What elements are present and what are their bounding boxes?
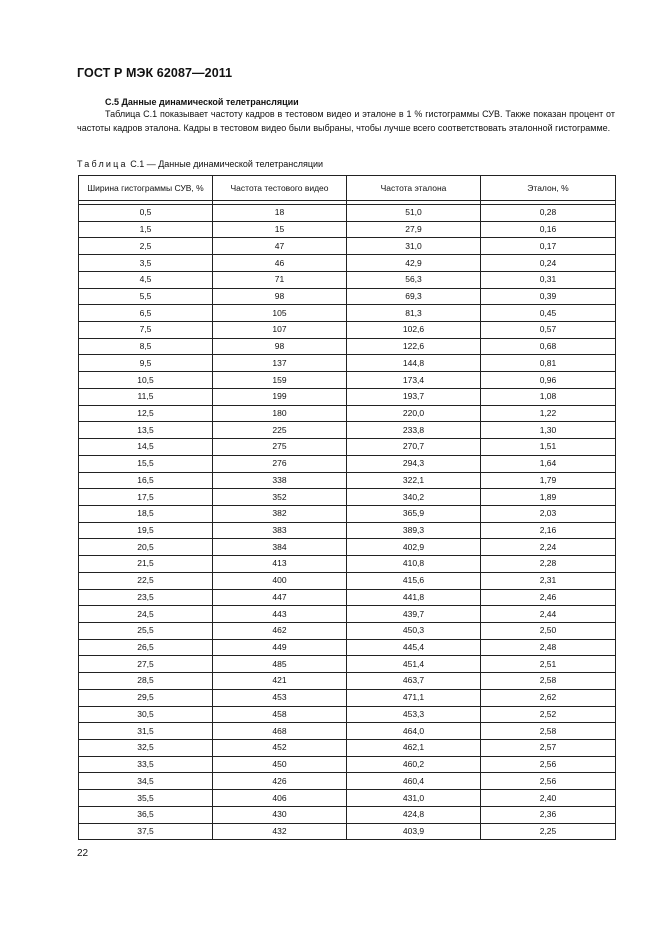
cell-reference-frequency: 410,8 <box>347 556 481 573</box>
cell-reference-frequency: 69,3 <box>347 288 481 305</box>
table-row <box>79 656 616 673</box>
table-row <box>79 338 616 355</box>
cell-histogram-width: 30,5 <box>79 706 213 723</box>
cell-reference-frequency: 270,7 <box>347 439 481 456</box>
cell-reference-percent: 2,24 <box>481 539 616 556</box>
cell-histogram-width: 2,5 <box>79 238 213 255</box>
cell-test-video-frequency: 46 <box>213 255 347 272</box>
table-caption-label: Таблица <box>77 159 128 169</box>
table-row <box>79 756 616 773</box>
cell-histogram-width: 27,5 <box>79 656 213 673</box>
table-row <box>79 773 616 790</box>
cell-test-video-frequency: 276 <box>213 455 347 472</box>
cell-reference-frequency: 340,2 <box>347 489 481 506</box>
table-row <box>79 422 616 439</box>
cell-reference-frequency: 51,0 <box>347 205 481 222</box>
table-row <box>79 572 616 589</box>
cell-reference-percent: 0,24 <box>481 255 616 272</box>
cell-reference-frequency: 122,6 <box>347 338 481 355</box>
cell-reference-frequency: 471,1 <box>347 689 481 706</box>
cell-histogram-width: 36,5 <box>79 806 213 823</box>
cell-reference-frequency: 431,0 <box>347 790 481 807</box>
cell-test-video-frequency: 426 <box>213 773 347 790</box>
cell-histogram-width: 23,5 <box>79 589 213 606</box>
table-row <box>79 238 616 255</box>
cell-histogram-width: 20,5 <box>79 539 213 556</box>
cell-reference-percent: 2,52 <box>481 706 616 723</box>
cell-test-video-frequency: 18 <box>213 205 347 222</box>
table-row <box>79 355 616 372</box>
table-row <box>79 673 616 690</box>
cell-test-video-frequency: 406 <box>213 790 347 807</box>
cell-test-video-frequency: 105 <box>213 305 347 322</box>
cell-reference-percent: 0,28 <box>481 205 616 222</box>
cell-reference-frequency: 403,9 <box>347 823 481 840</box>
cell-test-video-frequency: 275 <box>213 439 347 456</box>
table-row <box>79 271 616 288</box>
cell-reference-percent: 0,96 <box>481 372 616 389</box>
cell-reference-frequency: 463,7 <box>347 673 481 690</box>
cell-histogram-width: 37,5 <box>79 823 213 840</box>
cell-reference-percent: 2,56 <box>481 773 616 790</box>
cell-histogram-width: 14,5 <box>79 439 213 456</box>
cell-reference-percent: 1,08 <box>481 388 616 405</box>
cell-reference-frequency: 193,7 <box>347 388 481 405</box>
cell-test-video-frequency: 98 <box>213 338 347 355</box>
table-row <box>79 305 616 322</box>
cell-reference-percent: 2,25 <box>481 823 616 840</box>
cell-reference-percent: 1,89 <box>481 489 616 506</box>
cell-histogram-width: 0,5 <box>79 205 213 222</box>
cell-histogram-width: 21,5 <box>79 556 213 573</box>
cell-reference-percent: 0,39 <box>481 288 616 305</box>
table-row <box>79 505 616 522</box>
cell-reference-percent: 0,16 <box>481 221 616 238</box>
table-row <box>79 639 616 656</box>
table-row <box>79 740 616 757</box>
table-row <box>79 221 616 238</box>
cell-histogram-width: 12,5 <box>79 405 213 422</box>
cell-reference-percent: 2,31 <box>481 572 616 589</box>
cell-test-video-frequency: 384 <box>213 539 347 556</box>
cell-reference-percent: 2,28 <box>481 556 616 573</box>
cell-reference-percent: 2,58 <box>481 723 616 740</box>
table-row <box>79 790 616 807</box>
table-row <box>79 806 616 823</box>
cell-test-video-frequency: 352 <box>213 489 347 506</box>
cell-reference-frequency: 460,2 <box>347 756 481 773</box>
cell-test-video-frequency: 453 <box>213 689 347 706</box>
cell-histogram-width: 1,5 <box>79 221 213 238</box>
cell-reference-percent: 0,68 <box>481 338 616 355</box>
cell-reference-percent: 2,40 <box>481 790 616 807</box>
cell-test-video-frequency: 421 <box>213 673 347 690</box>
table-row <box>79 689 616 706</box>
cell-histogram-width: 29,5 <box>79 689 213 706</box>
table-row <box>79 823 616 840</box>
cell-reference-percent: 2,48 <box>481 639 616 656</box>
cell-histogram-width: 24,5 <box>79 606 213 623</box>
cell-reference-frequency: 450,3 <box>347 622 481 639</box>
table-row <box>79 372 616 389</box>
cell-test-video-frequency: 432 <box>213 823 347 840</box>
cell-reference-frequency: 294,3 <box>347 455 481 472</box>
cell-histogram-width: 11,5 <box>79 388 213 405</box>
table-row <box>79 255 616 272</box>
cell-reference-frequency: 453,3 <box>347 706 481 723</box>
table-row <box>79 288 616 305</box>
cell-reference-percent: 2,44 <box>481 606 616 623</box>
cell-reference-percent: 2,46 <box>481 589 616 606</box>
table-row <box>79 556 616 573</box>
cell-reference-frequency: 439,7 <box>347 606 481 623</box>
cell-reference-percent: 1,51 <box>481 439 616 456</box>
table-row <box>79 405 616 422</box>
cell-histogram-width: 28,5 <box>79 673 213 690</box>
cell-histogram-width: 18,5 <box>79 505 213 522</box>
cell-histogram-width: 10,5 <box>79 372 213 389</box>
cell-reference-frequency: 402,9 <box>347 539 481 556</box>
cell-reference-frequency: 220,0 <box>347 405 481 422</box>
column-header-reference-frequency: Частота эталона <box>347 176 481 201</box>
cell-test-video-frequency: 47 <box>213 238 347 255</box>
cell-reference-frequency: 460,4 <box>347 773 481 790</box>
cell-reference-frequency: 27,9 <box>347 221 481 238</box>
cell-reference-percent: 1,64 <box>481 455 616 472</box>
cell-histogram-width: 35,5 <box>79 790 213 807</box>
cell-reference-percent: 2,03 <box>481 505 616 522</box>
table-row <box>79 472 616 489</box>
cell-reference-percent: 2,56 <box>481 756 616 773</box>
intro-paragraph: Таблица С.1 показывает частоту кадров в тестовом видео и эталоне в 1 % гистограммы СУВ. Также показан процент от частоты кадров эталона. Кадры в тестовом видео были выбраны, чтобы лучше всего соответствовать эталонной гистограмме. <box>77 109 615 133</box>
cell-test-video-frequency: 137 <box>213 355 347 372</box>
column-header-histogram-width: Ширина гистограммы СУВ, % <box>79 176 213 201</box>
table-row <box>79 723 616 740</box>
cell-histogram-width: 4,5 <box>79 271 213 288</box>
cell-histogram-width: 9,5 <box>79 355 213 372</box>
cell-test-video-frequency: 98 <box>213 288 347 305</box>
cell-test-video-frequency: 468 <box>213 723 347 740</box>
cell-histogram-width: 13,5 <box>79 422 213 439</box>
cell-histogram-width: 31,5 <box>79 723 213 740</box>
data-table <box>78 175 616 840</box>
cell-reference-percent: 2,57 <box>481 740 616 757</box>
cell-test-video-frequency: 450 <box>213 756 347 773</box>
cell-histogram-width: 3,5 <box>79 255 213 272</box>
table-row <box>79 489 616 506</box>
cell-reference-frequency: 389,3 <box>347 522 481 539</box>
cell-reference-frequency: 441,8 <box>347 589 481 606</box>
cell-reference-frequency: 415,6 <box>347 572 481 589</box>
cell-test-video-frequency: 383 <box>213 522 347 539</box>
cell-test-video-frequency: 225 <box>213 422 347 439</box>
table-row <box>79 606 616 623</box>
table-row <box>79 539 616 556</box>
cell-histogram-width: 5,5 <box>79 288 213 305</box>
cell-reference-frequency: 445,4 <box>347 639 481 656</box>
table-row <box>79 589 616 606</box>
cell-reference-frequency: 365,9 <box>347 505 481 522</box>
cell-test-video-frequency: 413 <box>213 556 347 573</box>
cell-reference-frequency: 462,1 <box>347 740 481 757</box>
cell-histogram-width: 25,5 <box>79 622 213 639</box>
cell-test-video-frequency: 199 <box>213 388 347 405</box>
cell-reference-percent: 0,81 <box>481 355 616 372</box>
column-header-reference-percent: Эталон, % <box>481 176 616 201</box>
cell-test-video-frequency: 15 <box>213 221 347 238</box>
cell-test-video-frequency: 180 <box>213 405 347 422</box>
cell-histogram-width: 8,5 <box>79 338 213 355</box>
table-row <box>79 388 616 405</box>
section-title: С.5 Данные динамической телетрансляции <box>105 97 299 107</box>
cell-test-video-frequency: 338 <box>213 472 347 489</box>
cell-reference-percent: 0,17 <box>481 238 616 255</box>
cell-reference-frequency: 322,1 <box>347 472 481 489</box>
document-header: ГОСТ Р МЭК 62087—2011 <box>77 66 233 80</box>
cell-histogram-width: 26,5 <box>79 639 213 656</box>
cell-test-video-frequency: 443 <box>213 606 347 623</box>
cell-reference-frequency: 31,0 <box>347 238 481 255</box>
cell-test-video-frequency: 382 <box>213 505 347 522</box>
cell-test-video-frequency: 462 <box>213 622 347 639</box>
table-header-row <box>79 176 616 201</box>
table-row <box>79 622 616 639</box>
cell-reference-percent: 1,79 <box>481 472 616 489</box>
cell-test-video-frequency: 159 <box>213 372 347 389</box>
cell-histogram-width: 19,5 <box>79 522 213 539</box>
cell-reference-frequency: 42,9 <box>347 255 481 272</box>
table-row <box>79 439 616 456</box>
cell-reference-frequency: 81,3 <box>347 305 481 322</box>
table-caption <box>77 159 323 169</box>
cell-histogram-width: 34,5 <box>79 773 213 790</box>
table-row <box>79 205 616 222</box>
cell-test-video-frequency: 107 <box>213 322 347 339</box>
cell-histogram-width: 7,5 <box>79 322 213 339</box>
cell-reference-percent: 2,36 <box>481 806 616 823</box>
cell-test-video-frequency: 485 <box>213 656 347 673</box>
cell-test-video-frequency: 452 <box>213 740 347 757</box>
cell-reference-percent: 0,45 <box>481 305 616 322</box>
cell-reference-frequency: 102,6 <box>347 322 481 339</box>
cell-reference-percent: 0,31 <box>481 271 616 288</box>
table-body <box>79 205 616 840</box>
page-number: 22 <box>77 848 89 859</box>
cell-test-video-frequency: 449 <box>213 639 347 656</box>
cell-histogram-width: 32,5 <box>79 740 213 757</box>
table-row <box>79 522 616 539</box>
cell-reference-frequency: 233,8 <box>347 422 481 439</box>
cell-histogram-width: 6,5 <box>79 305 213 322</box>
table-row <box>79 322 616 339</box>
cell-histogram-width: 15,5 <box>79 455 213 472</box>
cell-test-video-frequency: 400 <box>213 572 347 589</box>
cell-reference-percent: 1,30 <box>481 422 616 439</box>
column-header-test-video-frequency: Частота тестового видео <box>213 176 347 201</box>
cell-reference-percent: 2,58 <box>481 673 616 690</box>
cell-test-video-frequency: 458 <box>213 706 347 723</box>
cell-reference-frequency: 56,3 <box>347 271 481 288</box>
cell-histogram-width: 33,5 <box>79 756 213 773</box>
table-row <box>79 706 616 723</box>
cell-reference-frequency: 173,4 <box>347 372 481 389</box>
cell-reference-percent: 2,62 <box>481 689 616 706</box>
cell-reference-percent: 2,16 <box>481 522 616 539</box>
cell-reference-percent: 2,50 <box>481 622 616 639</box>
table-row <box>79 455 616 472</box>
cell-test-video-frequency: 447 <box>213 589 347 606</box>
table-caption-text: С.1 — Данные динамической телетрансляции <box>127 159 324 169</box>
cell-reference-percent: 0,57 <box>481 322 616 339</box>
cell-reference-frequency: 424,8 <box>347 806 481 823</box>
cell-reference-percent: 2,51 <box>481 656 616 673</box>
cell-reference-percent: 1,22 <box>481 405 616 422</box>
cell-histogram-width: 17,5 <box>79 489 213 506</box>
cell-reference-frequency: 451,4 <box>347 656 481 673</box>
cell-test-video-frequency: 430 <box>213 806 347 823</box>
cell-reference-frequency: 464,0 <box>347 723 481 740</box>
cell-test-video-frequency: 71 <box>213 271 347 288</box>
cell-reference-frequency: 144,8 <box>347 355 481 372</box>
cell-histogram-width: 22,5 <box>79 572 213 589</box>
cell-histogram-width: 16,5 <box>79 472 213 489</box>
